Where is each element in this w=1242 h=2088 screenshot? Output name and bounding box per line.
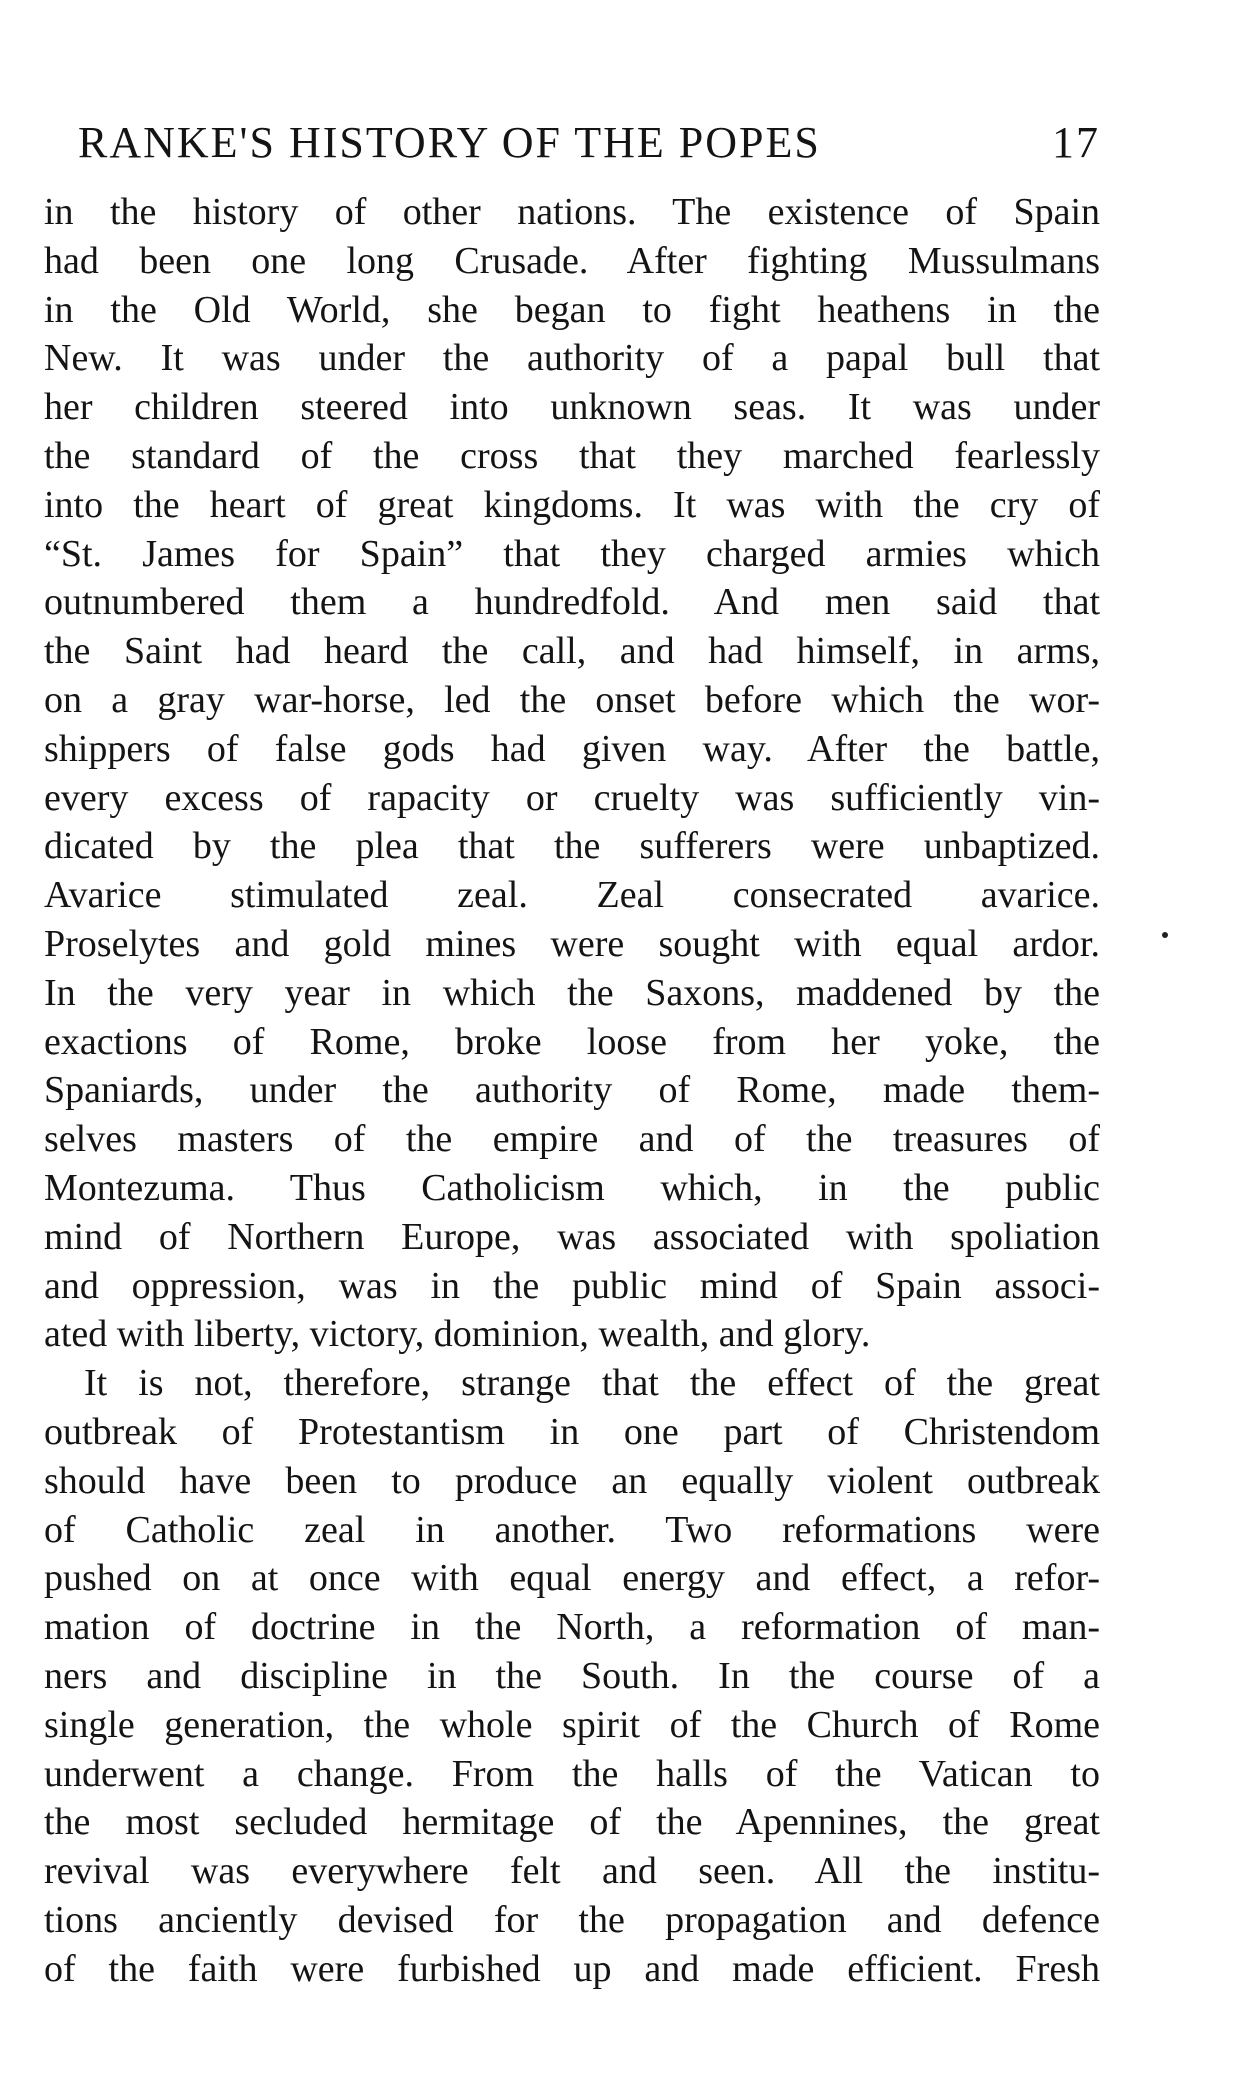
running-title: RANKE'S HISTORY OF THE POPES	[78, 118, 821, 167]
text-line: of Catholic zeal in another. Two reformations were	[44, 1508, 1100, 1551]
text-line: Montezuma. Thus Catholicism which, in the public	[44, 1166, 1100, 1209]
text-line: pushed on at once with equal energy and effect, a refor-	[44, 1557, 1100, 1600]
text-line: outbreak of Protestantism in one part of Christendom	[44, 1410, 1100, 1453]
text-line: the Saint had heard the call, and had himself, in arms,	[44, 630, 1100, 673]
text-line: on a gray war-horse, led the onset before which the wor-	[44, 678, 1100, 721]
text-line: In the very year in which the Saxons, maddened by the	[44, 971, 1100, 1014]
text-line: ners and discipline in the South. In the course of a	[44, 1654, 1100, 1697]
paragraph	[44, 1359, 1100, 1993]
text-line: in the history of other nations. The existence of Spain	[44, 191, 1100, 233]
text-line: tions anciently devised for the propagation and defence	[44, 1898, 1100, 1941]
text-line: had been one long Crusade. After fighting Mussulmans	[44, 239, 1100, 282]
text-line: underwent a change. From the halls of the Vatican to	[44, 1752, 1100, 1795]
text-line: dicated by the plea that the sufferers were unbaptized.	[44, 825, 1100, 868]
text-line: the most secluded hermitage of the Apennines, the great	[44, 1801, 1100, 1844]
text-line: Spaniards, under the authority of Rome, made them-	[44, 1069, 1100, 1112]
margin-speck	[1162, 932, 1168, 938]
text-line: every excess of rapacity or cruelty was sufficiently vin-	[44, 776, 1100, 819]
text-line: revival was everywhere felt and seen. All the institu-	[44, 1850, 1100, 1893]
text-line: Avarice stimulated zeal. Zeal consecrated avarice.	[44, 874, 1100, 917]
text-line: “St. James for Spain” that they charged armies which	[44, 532, 1100, 575]
text-line: in the Old World, she began to fight heathens in the	[44, 288, 1100, 331]
text-line: shippers of false gods had given way. After the battle,	[44, 727, 1100, 770]
text-line: ated with liberty, victory, dominion, wealth, and glory.	[44, 1313, 871, 1356]
text-line: It is not, therefore, strange that the effect of the great	[84, 1362, 1100, 1405]
running-head	[78, 108, 1100, 178]
text-line: should have been to produce an equally violent outbreak	[44, 1459, 1100, 1502]
text-line: mation of doctrine in the North, a reformation of man-	[44, 1606, 1100, 1649]
text-line: outnumbered them a hundredfold. And men said that	[44, 581, 1100, 624]
text-line: New. It was under the authority of a papal bull that	[44, 337, 1100, 380]
text-line: of the faith were furbished up and made efficient. Fresh	[44, 1947, 1100, 1990]
text-line: mind of Northern Europe, was associated with spoliation	[44, 1215, 1100, 1258]
page-number: 17	[1052, 118, 1100, 167]
text-line: and oppression, was in the public mind of Spain associ-	[44, 1264, 1100, 1307]
text-line: single generation, the whole spirit of the Church of Rome	[44, 1703, 1100, 1746]
text-line: Proselytes and gold mines were sought with equal ardor.	[44, 922, 1100, 965]
text-line: her children steered into unknown seas. It was under	[44, 386, 1100, 429]
text-line: selves masters of the empire and of the treasures of	[44, 1118, 1100, 1161]
text-line: exactions of Rome, broke loose from her yoke, the	[44, 1020, 1100, 1063]
paragraph	[44, 188, 1100, 1359]
text-line: into the heart of great kingdoms. It was with the cry of	[44, 483, 1100, 526]
text-line: the standard of the cross that they marched fearlessly	[44, 434, 1100, 477]
body-text	[44, 188, 1100, 1993]
